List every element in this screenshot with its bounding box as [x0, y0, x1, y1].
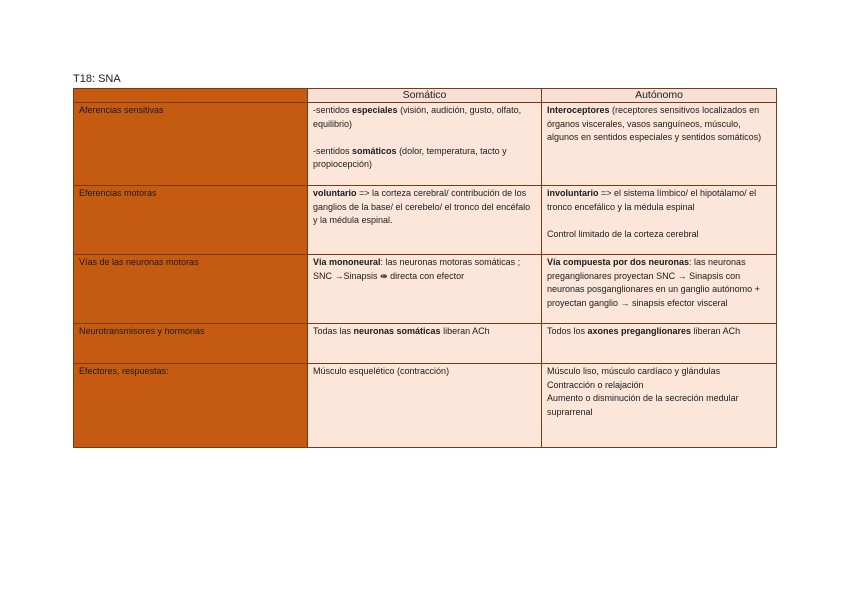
text: -sentidos	[313, 145, 353, 156]
text: (receptores sensitivos localizados en órganos viscerales, vasos sanguíneos, músculo, algunos en sentidos especiales y sentidos somáticos)	[547, 105, 762, 143]
row-label: Vías de las neuronas motoras	[74, 255, 308, 324]
text-line: Contracción o relajación	[547, 379, 644, 390]
text-line: Músculo liso, músculo cardíaco y glándulas	[547, 366, 721, 376]
text: Todos los	[547, 326, 588, 336]
bold-text: voluntario	[313, 188, 357, 198]
header-somatico: Somático	[308, 89, 542, 103]
cell-autonomo	[542, 186, 777, 255]
bold-text: Interoceptores	[547, 105, 610, 115]
header-corner	[74, 89, 308, 103]
bold-text: involuntario	[547, 188, 599, 198]
table-row	[74, 364, 777, 448]
text-line: Aumento o disminución de la secreción medular suprarrenal	[547, 393, 739, 417]
text: (visión, audición, gusto, olfato, equilibrio)	[313, 105, 522, 129]
comparison-table	[73, 88, 777, 448]
cell-somatico	[308, 324, 542, 364]
cell-somatico	[308, 103, 542, 186]
text: : las neuronas motoras somáticas ; SNC →Sinapsis ⇼ directa con efector	[313, 257, 521, 281]
cell-somatico	[308, 364, 542, 448]
text: (dolor, temperatura, tacto y propiocepción)	[313, 145, 507, 170]
cell-autonomo	[542, 255, 777, 324]
table-row	[74, 255, 777, 324]
text: Todas las	[313, 326, 354, 336]
header-autonomo: Autónomo	[542, 89, 777, 103]
text: liberan ACh	[691, 326, 741, 336]
text: Control limitado de la corteza cerebral	[547, 228, 699, 239]
bold-text: especiales	[352, 105, 398, 115]
row-label: Aferencias sensitivas	[74, 103, 308, 186]
text: liberan ACh	[440, 326, 490, 336]
cell-autonomo	[542, 103, 777, 186]
text: => la corteza cerebral/ contribución de los ganglios de la base/ el cerebelo/ el tronco del encéfalo y la médula espinal.	[313, 188, 531, 226]
cell-somatico	[308, 186, 542, 255]
header-row	[74, 89, 777, 103]
text: => el sistema límbico/ el hipotálamo/ el tronco encefálico y la médula espinal	[547, 188, 757, 212]
bold-text: Vía compuesta por dos neuronas	[547, 257, 690, 267]
page-title: T18: SNA	[73, 73, 121, 85]
bold-text: Vía mononeural	[313, 257, 381, 267]
table-row	[74, 186, 777, 255]
cell-autonomo	[542, 324, 777, 364]
text: -sentidos	[313, 105, 353, 115]
row-label: Efectores, respuestas:	[74, 364, 308, 448]
bold-text: neuronas somáticas	[353, 326, 441, 336]
text: : las neuronas preganglionares proyectan SNC → Sinapsis con neuronas posganglionares en un ganglio autónomo + proyectan ganglio → sinapsis efector visceral	[547, 257, 760, 308]
text: Músculo esquelético (contracción)	[313, 366, 450, 376]
table-row	[74, 103, 777, 186]
row-label: Neurotransmisores y hormonas	[74, 324, 308, 364]
bold-text: somáticos	[352, 145, 397, 156]
cell-somatico	[308, 255, 542, 324]
cell-autonomo	[542, 364, 777, 448]
row-label: Eferencias motoras	[74, 186, 308, 255]
bold-text: axones preganglionares	[587, 326, 692, 336]
table-row	[74, 324, 777, 364]
